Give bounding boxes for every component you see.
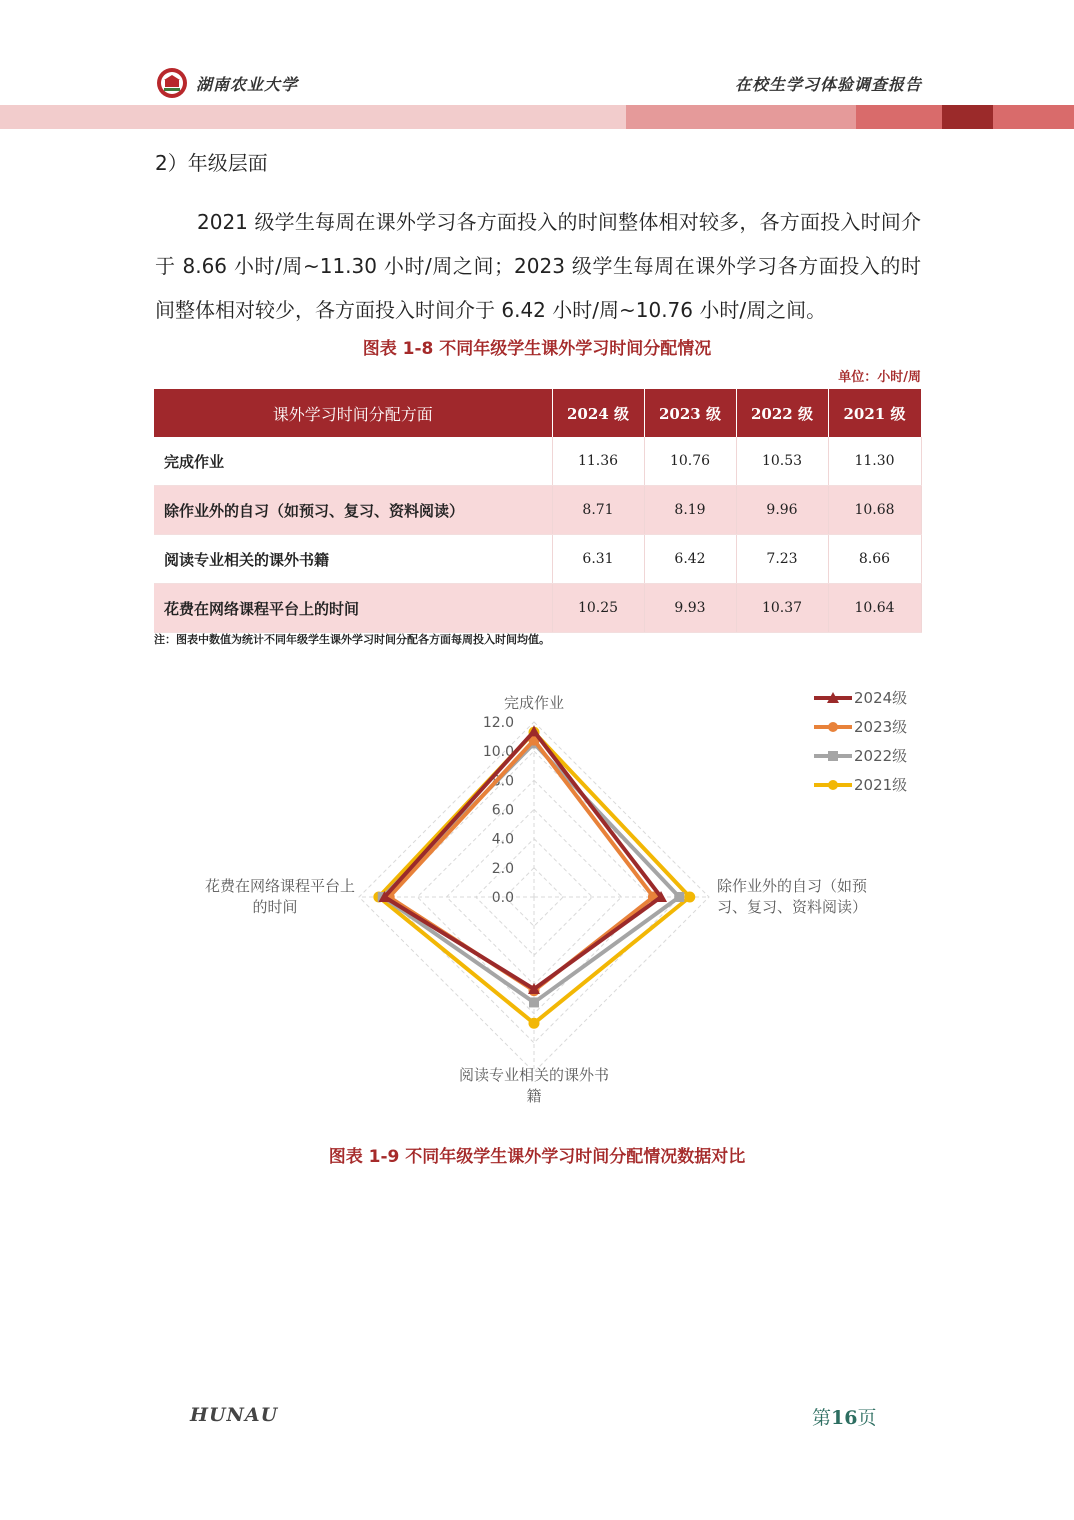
radar-tick-label: 8.0 [491, 773, 514, 790]
table-unit: 单位：小时/周 [838, 370, 921, 385]
radar-data-point [529, 1018, 540, 1029]
chart-caption: 图表 1-9 不同年级学生课外学习时间分配情况数据对比 [328, 1147, 746, 1167]
radar-data-point [529, 997, 539, 1007]
radar-tick-label: 10.0 [482, 744, 514, 761]
report-title: 在校生学习体验调查报告 [734, 75, 922, 94]
radar-axis-label: 完成作业 [503, 694, 565, 712]
legend-marker [828, 780, 838, 790]
table-row [154, 584, 921, 633]
table-cell: 11.36 [552, 437, 644, 486]
footer-abbreviation: HUNAU [190, 1404, 279, 1426]
radar-axis-label: 籍 [526, 1087, 542, 1105]
row-label: 完成作业 [154, 437, 552, 486]
radar-data-point [674, 892, 684, 902]
table-cell: 6.31 [552, 535, 644, 584]
row-label: 除作业外的自习（如预习、复习、资料阅读） [154, 486, 552, 535]
radar-series-line [385, 731, 662, 989]
table-cell: 10.76 [644, 437, 736, 486]
table-cell: 7.23 [736, 535, 828, 584]
page-prefix: 第 [812, 1407, 832, 1429]
page-suffix: 页 [857, 1407, 877, 1429]
legend-marker [828, 722, 838, 732]
radar-axis-label: 除作业外的自习（如预 [717, 877, 868, 895]
table-cell: 10.53 [736, 437, 828, 486]
table-header-cell: 课外学习时间分配方面 [154, 389, 552, 437]
radar-axis-label: 的时间 [252, 898, 298, 916]
legend-label: 2021级 [854, 776, 908, 794]
row-label: 阅读专业相关的课外书籍 [154, 535, 552, 584]
radar-tick-label: 12.0 [482, 715, 514, 731]
table-cell: 8.66 [828, 535, 921, 584]
table-row [154, 535, 921, 584]
table-cell: 8.19 [644, 486, 736, 535]
radar-tick-label: 0.0 [491, 890, 514, 906]
row-label: 花费在网络课程平台上的时间 [154, 584, 552, 633]
table-header-row [154, 389, 921, 437]
radar-chart [150, 680, 930, 1130]
header-band-segment [993, 105, 1074, 129]
legend-label: 2024级 [854, 689, 908, 707]
intro-paragraph: 2021 级学生每周在课外学习各方面投入的时间整体相对较多，各方面投入时间介于 8.66 小时/周~11.30 小时/周之间；2023 级学生每周在课外学习各方面投入的时间整体相对较少，各方面投入时间介于 6.42 小时/周~10.76 小时/周之间。 [155, 210, 921, 322]
table-row [154, 437, 921, 486]
page-number-value: 16 [831, 1407, 858, 1429]
table-cell: 8.71 [552, 486, 644, 535]
table-cell: 10.37 [736, 584, 828, 633]
radar-tick-label: 6.0 [491, 802, 514, 819]
table-row [154, 486, 921, 535]
section-heading: 2）年级层面 [155, 151, 268, 175]
table-header-cell: 2022 级 [736, 389, 828, 437]
table-cell: 9.93 [644, 584, 736, 633]
table-cell: 6.42 [644, 535, 736, 584]
table-note: 注：图表中数值为统计不同年级学生课外学习时间分配各方面每周投入时间均值。 [154, 633, 550, 646]
header-band-segment [856, 105, 942, 129]
legend-label: 2023级 [854, 718, 908, 736]
table-cell: 11.30 [828, 437, 921, 486]
table-header-cell: 2024 级 [552, 389, 644, 437]
table-caption: 图表 1-8 不同年级学生课外学习时间分配情况 [362, 339, 712, 359]
legend-label: 2022级 [854, 747, 908, 765]
university-name: 湖南农业大学 [196, 75, 299, 94]
time-allocation-table [154, 389, 922, 633]
table-header-cell: 2021 级 [828, 389, 921, 437]
radar-tick-label: 2.0 [491, 860, 514, 877]
radar-tick-label: 4.0 [491, 831, 514, 848]
radar-axis-label: 习、复习、资料阅读） [717, 898, 868, 916]
table-cell: 10.25 [552, 584, 644, 633]
table-cell: 10.68 [828, 486, 921, 535]
header-band-segment [626, 105, 856, 129]
table-header-cell: 2023 级 [644, 389, 736, 437]
legend-marker [828, 751, 838, 761]
header-band-segment [942, 105, 993, 129]
header-band-segment [0, 105, 626, 129]
radar-axis-label: 阅读专业相关的课外书 [458, 1066, 610, 1084]
page-number [812, 1403, 876, 1430]
radar-series-line [389, 740, 653, 991]
table-cell: 10.64 [828, 584, 921, 633]
table-cell: 9.96 [736, 486, 828, 535]
university-logo [156, 67, 188, 99]
radar-data-point [684, 892, 695, 903]
radar-axis-label: 花费在网络课程平台上 [204, 877, 355, 895]
